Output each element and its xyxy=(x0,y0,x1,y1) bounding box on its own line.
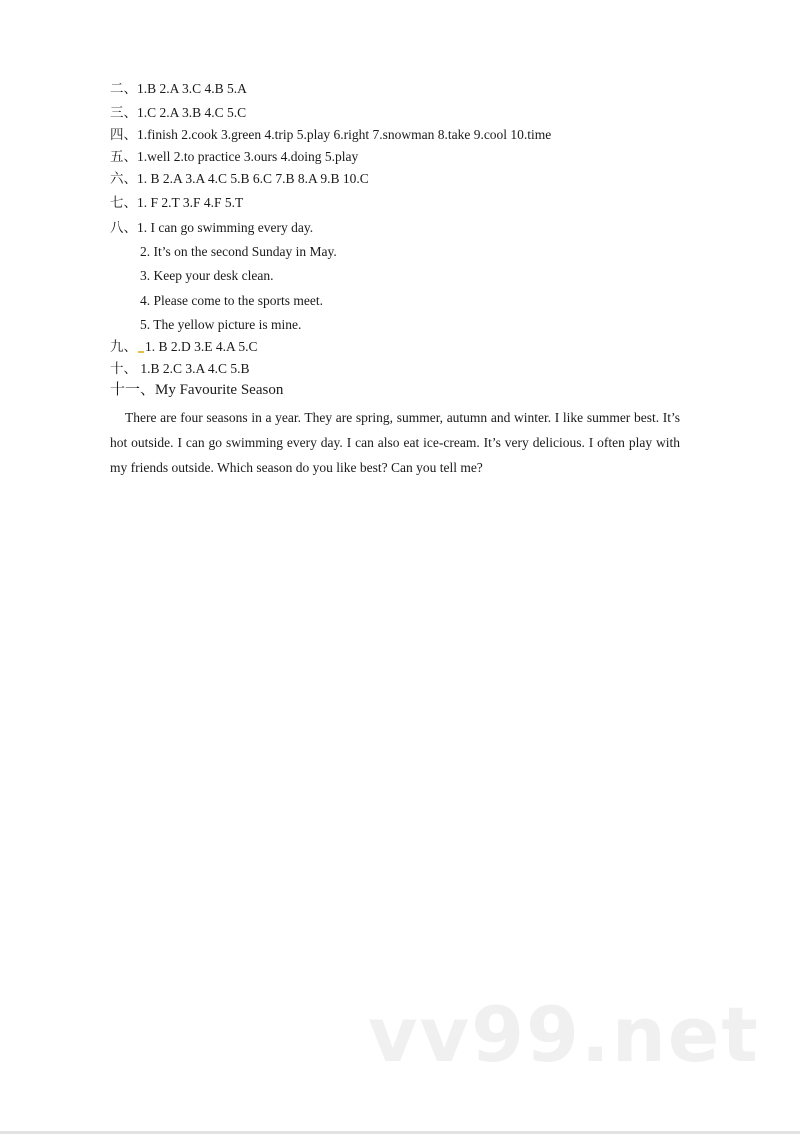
answer-line-section-4: 四、1.finish 2.cook 3.green 4.trip 5.play 6.right 7.snowman 8.take 9.cool 10.time xyxy=(110,127,552,142)
answer-line-section-2: 二、1.B 2.A 3.C 4.B 5.A xyxy=(110,81,247,96)
section-8-sentence-2: 2. It’s on the second Sunday in May. xyxy=(140,244,337,259)
page-bottom-edge xyxy=(0,1131,800,1134)
answer-line-section-6: 六、1. B 2.A 3.A 4.C 5.B 6.C 7.B 8.A 9.B 10.C xyxy=(110,171,369,186)
answer-line-section-5: 五、1.well 2.to practice 3.ours 4.doing 5.play xyxy=(110,149,359,164)
section-8-sentence-3: 3. Keep your desk clean. xyxy=(140,268,274,283)
answer-line-section-8: 八、1. I can go swimming every day. xyxy=(110,220,314,235)
answer-line-section-10: 十、 1.B 2.C 3.A 4.C 5.B xyxy=(110,361,250,376)
answer-line-section-9 xyxy=(110,338,258,356)
watermark: vv99.net xyxy=(368,990,760,1079)
essay-title: 十一、My Favourite Season xyxy=(110,382,284,398)
answer-line-section-7: 七、1. F 2.T 3.F 4.F 5.T xyxy=(110,195,244,210)
section-8-sentence-4: 4. Please come to the sports meet. xyxy=(140,293,323,308)
answer-line-section-3: 三、1.C 2.A 3.B 4.C 5.C xyxy=(110,105,247,120)
section-8-sentence-5: 5. The yellow picture is mine. xyxy=(140,317,302,332)
section-9-number: 九、 xyxy=(110,339,137,354)
section-9-answers: 1. B 2.D 3.E 4.A 5.C xyxy=(145,339,258,354)
highlight-mark xyxy=(138,351,144,353)
essay-paragraph: There are four seasons in a year. They are spring, summer, autumn and winter. I like summer best. It’s hot outside. I can go swimming every day. I can also eat ice-cream. It’s very delicious. I often play with my friends outside. Which season do you like best? Can you tell me? xyxy=(110,410,680,475)
